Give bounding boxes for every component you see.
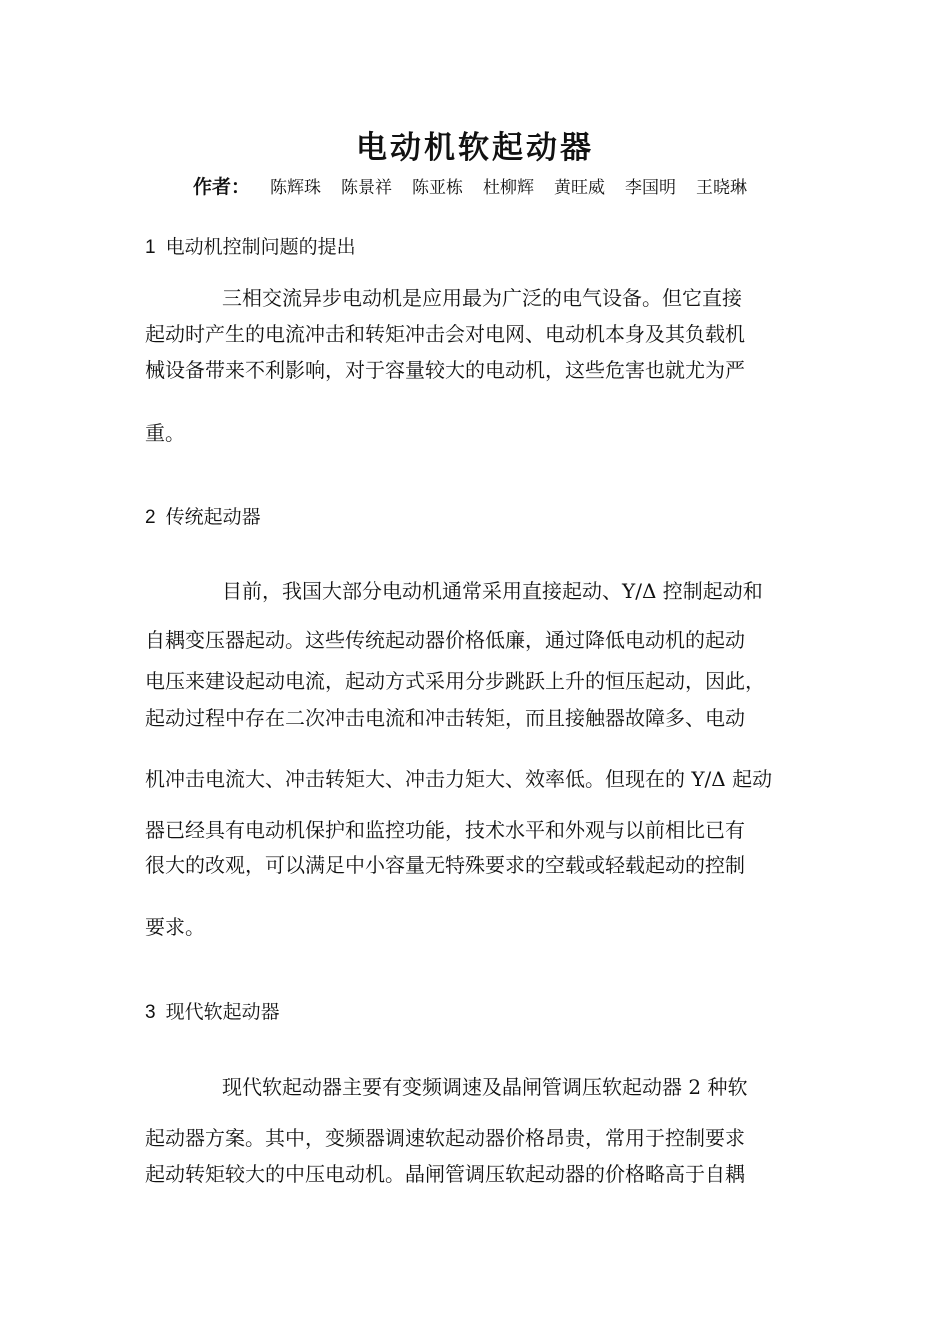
paragraph-line: 电压来建设起动电流，起动方式采用分步跳跃上升的恒压起动，因此， [145, 669, 765, 693]
paragraph-line: 三相交流异步电动机是应用最为广泛的电气设备。但它直接 [222, 286, 742, 310]
paragraph-line: 器已经具有电动机保护和监控功能，技术水平和外观与以前相比已有 [145, 818, 745, 842]
paragraph-line: 起动转矩较大的中压电动机。晶闸管调压软起动器的价格略高于自耦 [145, 1162, 745, 1186]
section-title: 传统起动器 [165, 506, 261, 528]
paragraph-line: 要求。 [145, 915, 205, 939]
section-heading [145, 233, 356, 262]
author-name: 陈亚栋 [412, 178, 463, 198]
paragraph-line: 起动过程中存在二次冲击电流和冲击转矩，而且接触器故障多、电动 [145, 706, 745, 730]
paragraph-line: 起动时产生的电流冲击和转矩冲击会对电网、电动机本身及其负载机 [145, 322, 745, 346]
section-heading [145, 503, 261, 532]
paragraph-line: 起动器方案。其中，变频器调速软起动器价格昂贵，常用于控制要求 [145, 1126, 745, 1150]
paragraph-line: 械设备带来不利影响，对于容量较大的电动机，这些危害也就尤为严 [145, 358, 745, 382]
section-number: 3 [145, 1002, 156, 1023]
author-name: 黄旺威 [554, 178, 605, 198]
section-heading [145, 998, 280, 1027]
paragraph-line: 很大的改观，可以满足中小容量无特殊要求的空载或轻载起动的控制 [145, 853, 745, 877]
section-number: 2 [145, 507, 156, 528]
paragraph-line: 自耦变压器起动。这些传统起动器价格低廉，通过降低电动机的起动 [145, 628, 745, 652]
paragraph-line: 机冲击电流大、冲击转矩大、冲击力矩大、效率低。但现在的 Y/Δ 起动 [145, 767, 773, 791]
section-number: 1 [145, 237, 156, 258]
author-line [0, 174, 950, 201]
paragraph-line: 重。 [145, 421, 185, 445]
author-name: 王晓琳 [696, 178, 747, 198]
paragraph-line: 目前，我国大部分电动机通常采用直接起动、Y/Δ 控制起动和 [222, 579, 763, 603]
paragraph-line: 现代软起动器主要有变频调速及晶闸管调压软起动器 2 种软 [222, 1075, 748, 1099]
author-name: 李国明 [625, 178, 676, 198]
author-label: 作者： [192, 176, 250, 198]
author-name: 杜柳辉 [483, 178, 534, 198]
author-name: 陈辉珠 [270, 178, 321, 198]
author-name: 陈景祥 [341, 178, 392, 198]
section-title: 电动机控制问题的提出 [165, 236, 356, 258]
document-title: 电动机软起动器 [356, 130, 594, 166]
section-title: 现代软起动器 [165, 1001, 280, 1023]
